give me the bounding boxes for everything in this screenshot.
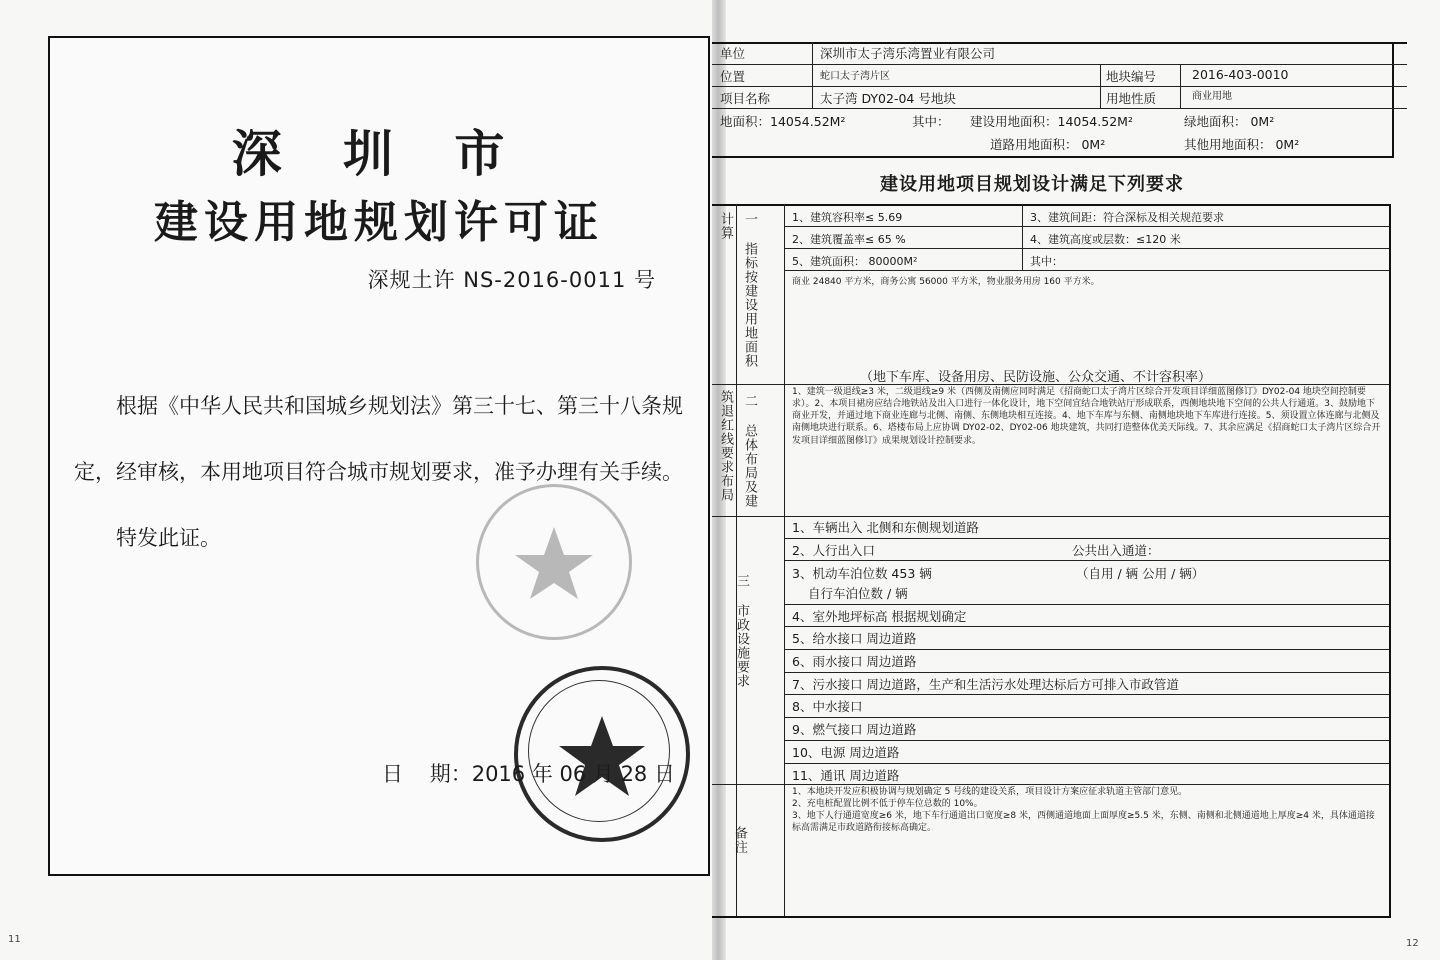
pedestrian-entrance: 2、人行出入口 [792,543,875,558]
municipal-label: 三 市政设施要求 [734,574,749,688]
other-land-area: 其他用地面积： 0M² [1184,137,1300,152]
land-use-value: 商业用地 [1192,91,1232,102]
road-land-area: 道路用地面积： 0M² [990,137,1106,152]
project-name-label: 项目名称 [720,91,771,106]
motor-parking-detail: （自用 / 辆 公用 / 辆） [1076,566,1205,581]
gas-supply: 9、燃气接口 周边道路 [792,722,917,737]
power-supply: 10、电源 周边道路 [792,745,900,760]
land-use-label: 用地性质 [1106,91,1157,106]
issue-date-label: 日 期：2016 年 06 月 28 日 [382,762,675,786]
building-coverage: 2、建筑覆盖率≤ 65 % [792,233,906,246]
gross-floor-area: 5、建筑面积： 80000M² [792,255,918,268]
requirements-title: 建设用地项目规划设计满足下列要求 [880,174,1184,195]
construction-land-area: 建设用地面积：14054.52M² [970,114,1133,129]
parcel-number-label: 地块编号 [1106,69,1157,84]
unit-label: 单位 [720,46,746,61]
setback-side-label: 筑退红线要求布局 [718,390,733,502]
star-icon [518,670,686,838]
building-spacing: 3、建筑间距：符合深标及相关规范要求 [1030,211,1224,224]
telecom: 11、通讯 周边道路 [792,768,900,783]
calc-side-label: 计算 [718,212,733,240]
building-height: 4、建筑高度或层数：≤120 米 [1030,233,1181,246]
bicycle-parking: 自行车泊位数 / 辆 [808,586,908,601]
parcel-number-value: 2016-403-0010 [1192,67,1289,82]
permit-number: 深规土许 NS-2016-0011 号 [367,268,656,292]
floor-area-ratio: 1、建筑容积率≤ 5.69 [792,211,903,224]
area-of-which: 其中： [912,114,950,129]
indicators-label: 一 指标按建设用地面积 [742,212,757,368]
far-exclusions-note: （地下车库、设备用房、民防设施、公众交通、不计容积率） [860,370,1212,385]
issue-date: 2016 年 06 月 28 日 [471,762,675,786]
remarks-label: 备注 [732,826,747,854]
unit-value: 深圳市太子湾乐湾置业有限公司 [820,46,996,61]
motor-parking: 3、机动车泊位数 453 辆 [792,566,932,581]
official-seal-stamp [514,666,690,842]
page-number-left: 11 [8,934,21,945]
gfa-of-which: 其中： [1030,255,1063,268]
layout-label: 二 总体布局及建 [742,394,757,508]
remark-3: 3、地下人行通道宽度≥6 米，地下车行通道出口宽度≥8 米，西侧通道地面上面厚度≥5.5 米，东侧、南侧和北侧通道地上厚度≥4 米，具体通道接标高需满足市政道路衔接标高确定。 [792,811,1375,834]
city-title: 深 圳 市 [231,125,527,183]
remark-2: 2、充电桩配置比例不低于停车位总数的 10%。 [792,799,983,809]
permit-details-page [712,38,1407,918]
layout-requirements: 1、建筑一级退线≥3 米，二级退线≥9 米（西侧及南侧应同时满足《招商蛇口太子湾片区综合开发项目详细蓝图修订》DY02-04 地块空间控制要求）。2、本项目裙房应结合地铁站及出入口进行一体化设计，地下空间宜结合地铁站厅形成联系，西侧地块地下空间的公共人行通道。3、鼓励地下商业开发，并通过地下商业连廊与北侧、南侧、东侧地块相互连接。4、地下车库与东侧、南侧地块地下车库进行连接。5、须设置立体连廊与北侧及南侧地块进行联系。6、塔楼布局上应协调 DY02-02、DY02-06 地块建筑，共同打造整体优美天际线。7、其余应满足《招商蛇口太子湾片区综合开发项目详细蓝图修订》成果规划设计控制要求。 [792,387,1381,446]
green-land-area: 绿地面积： 0M² [1184,114,1275,129]
body-line-3: 特发此证。 [116,526,221,550]
water-supply: 5、给水接口 周边道路 [792,631,917,646]
storm-water: 6、雨水接口 周边道路 [792,654,917,669]
body-line-2: 定，经审核，本用地项目符合城市规划要求，准予办理有关手续。 [74,460,683,484]
outdoor-elevation: 4、室外地坪标高 根据规划确定 [792,609,967,624]
sewage: 7、污水接口 周边道路，生产和生活污水处理达标后方可排入市政管道 [792,677,1179,692]
project-name-value: 太子湾 DY02-04 号地块 [820,91,956,106]
location-value: 蛇口太子湾片区 [820,71,890,82]
location-label: 位置 [720,69,746,84]
page-number-right: 12 [1406,938,1419,949]
star-icon [479,487,629,637]
faint-seal-stamp [476,484,632,640]
public-access: 公共出入通道： [1072,543,1160,558]
permit-title: 建设用地规划许可证 [154,197,604,248]
body-line-1: 根据《中华人民共和国城乡规划法》第三十七、第三十八条规 [116,394,683,418]
remark-1: 1、本地块开发应积极协调与规划确定 5 号线的建设关系，项目设计方案应征求轨道主管部门意见。 [792,787,1188,797]
vehicle-entrance: 1、车辆出入 北侧和东侧规划道路 [792,520,979,535]
permit-cover-page [48,36,710,876]
total-area: 地面积：14054.52M² [720,114,846,129]
gfa-breakdown: 商业 24840 平方米，商务公寓 56000 平方米，物业服务用房 160 平方米。 [792,277,1100,287]
reclaimed-water: 8、中水接口 [792,699,863,714]
